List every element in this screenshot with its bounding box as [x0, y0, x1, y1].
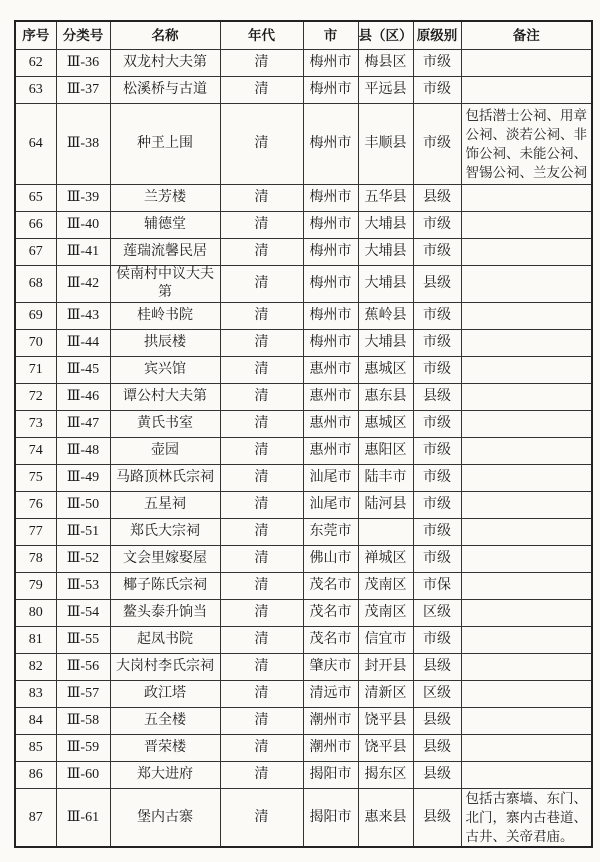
cell-remarks: [461, 239, 592, 266]
cell-serial-no: 81: [15, 627, 56, 654]
table-row: [15, 573, 592, 600]
cell-remarks: 包括潜士公祠、用章公祠、淡若公祠、非饰公祠、未能公祠、智锡公祠、兰友公祠: [461, 104, 592, 185]
cell-remarks: [461, 185, 592, 212]
cell-site-name: 政江塔: [110, 681, 220, 708]
cell-remarks: [461, 546, 592, 573]
cell-site-name: 桂岭书院: [110, 303, 220, 330]
cell-original-level: 县级: [413, 185, 461, 212]
cell-original-level: 县级: [413, 266, 461, 303]
header-era: 年代: [220, 21, 303, 50]
cell-city: 潮州市: [303, 708, 358, 735]
cell-original-level: 市级: [413, 50, 461, 77]
cell-remarks: [461, 465, 592, 492]
cell-city: 惠州市: [303, 438, 358, 465]
cell-site-name: 双龙村大夫第: [110, 50, 220, 77]
cell-site-name: 五全楼: [110, 708, 220, 735]
cell-city: 梅州市: [303, 212, 358, 239]
table-row: [15, 627, 592, 654]
cell-era: 清: [220, 654, 303, 681]
cell-serial-no: 62: [15, 50, 56, 77]
cell-city: 惠州市: [303, 384, 358, 411]
cell-city: 茂名市: [303, 627, 358, 654]
cell-county-district: 五华县: [358, 185, 413, 212]
cell-site-name: 兰芳楼: [110, 185, 220, 212]
cell-serial-no: 83: [15, 681, 56, 708]
cell-original-level: 市级: [413, 546, 461, 573]
cell-category-code: Ⅲ-45: [56, 357, 110, 384]
table-row: [15, 762, 592, 789]
cell-category-code: Ⅲ-56: [56, 654, 110, 681]
cell-era: 清: [220, 762, 303, 789]
cell-serial-no: 71: [15, 357, 56, 384]
cell-era: 清: [220, 266, 303, 303]
cell-serial-no: 64: [15, 104, 56, 185]
table-row: [15, 708, 592, 735]
table-row: [15, 546, 592, 573]
cell-site-name: 辅德堂: [110, 212, 220, 239]
cell-site-name: 松溪桥与古道: [110, 77, 220, 104]
cell-county-district: [358, 519, 413, 546]
cell-original-level: 市级: [413, 330, 461, 357]
cell-category-code: Ⅲ-49: [56, 465, 110, 492]
cell-site-name: 郑氏大宗祠: [110, 519, 220, 546]
table-row: [15, 384, 592, 411]
cell-remarks: [461, 762, 592, 789]
table-row: [15, 77, 592, 104]
cell-serial-no: 77: [15, 519, 56, 546]
table-row: [15, 411, 592, 438]
cell-serial-no: 73: [15, 411, 56, 438]
cell-site-name: 莲瑞流馨民居: [110, 239, 220, 266]
cell-remarks: [461, 77, 592, 104]
cell-county-district: 饶平县: [358, 708, 413, 735]
table-row: [15, 681, 592, 708]
cell-county-district: 梅县区: [358, 50, 413, 77]
cell-era: 清: [220, 239, 303, 266]
cell-city: 清远市: [303, 681, 358, 708]
cell-category-code: Ⅲ-44: [56, 330, 110, 357]
cell-serial-no: 72: [15, 384, 56, 411]
cell-site-name: 椰子陈氏宗祠: [110, 573, 220, 600]
table-row: [15, 330, 592, 357]
cell-era: 清: [220, 465, 303, 492]
cell-category-code: Ⅲ-47: [56, 411, 110, 438]
cell-category-code: Ⅲ-43: [56, 303, 110, 330]
cell-county-district: 陆河县: [358, 492, 413, 519]
cell-era: 清: [220, 212, 303, 239]
cell-county-district: 惠城区: [358, 357, 413, 384]
cell-city: 佛山市: [303, 546, 358, 573]
cell-remarks: [461, 492, 592, 519]
cell-site-name: 拱辰楼: [110, 330, 220, 357]
cell-original-level: 市级: [413, 357, 461, 384]
cell-era: 清: [220, 104, 303, 185]
cell-serial-no: 80: [15, 600, 56, 627]
cell-site-name: 郑大进府: [110, 762, 220, 789]
cell-county-district: 封开县: [358, 654, 413, 681]
cell-site-name: 起凤书院: [110, 627, 220, 654]
cell-category-code: Ⅲ-39: [56, 185, 110, 212]
cell-category-code: Ⅲ-53: [56, 573, 110, 600]
cell-remarks: [461, 411, 592, 438]
cell-city: 梅州市: [303, 303, 358, 330]
table-row: [15, 104, 592, 185]
cell-city: 茂名市: [303, 573, 358, 600]
cell-site-name: 马路顶林氏宗祠: [110, 465, 220, 492]
cell-site-name: 谭公村大夫第: [110, 384, 220, 411]
cell-era: 清: [220, 708, 303, 735]
cell-remarks: [461, 266, 592, 303]
table-row: [15, 438, 592, 465]
cell-remarks: [461, 681, 592, 708]
cell-category-code: Ⅲ-48: [56, 438, 110, 465]
cell-era: 清: [220, 600, 303, 627]
cell-city: 汕尾市: [303, 492, 358, 519]
cell-site-name: 大岗村李氏宗祠: [110, 654, 220, 681]
header-city: 市: [303, 21, 358, 50]
cell-serial-no: 63: [15, 77, 56, 104]
cell-county-district: 蕉岭县: [358, 303, 413, 330]
cell-serial-no: 86: [15, 762, 56, 789]
cell-serial-no: 67: [15, 239, 56, 266]
cell-city: 茂名市: [303, 600, 358, 627]
header-remarks: 备注: [461, 21, 592, 50]
cell-county-district: 惠来县: [358, 789, 413, 848]
cell-category-code: Ⅲ-57: [56, 681, 110, 708]
cell-city: 惠州市: [303, 357, 358, 384]
cell-original-level: 市级: [413, 212, 461, 239]
cell-era: 清: [220, 411, 303, 438]
cell-original-level: 县级: [413, 384, 461, 411]
cell-site-name: 侯南村中议大夫第: [110, 266, 220, 303]
cell-county-district: 大埔县: [358, 266, 413, 303]
table-row: [15, 465, 592, 492]
cell-remarks: [461, 573, 592, 600]
cell-site-name: 堡内古寨: [110, 789, 220, 848]
table-row: [15, 239, 592, 266]
table-row: [15, 735, 592, 762]
cell-city: 肇庆市: [303, 654, 358, 681]
cell-site-name: 鳌头泰升饷当: [110, 600, 220, 627]
cell-original-level: 市级: [413, 303, 461, 330]
cell-remarks: [461, 50, 592, 77]
cell-category-code: Ⅲ-37: [56, 77, 110, 104]
cell-remarks: [461, 627, 592, 654]
cell-county-district: 禅城区: [358, 546, 413, 573]
cell-county-district: 平远县: [358, 77, 413, 104]
cell-remarks: [461, 600, 592, 627]
cell-remarks: [461, 384, 592, 411]
cell-era: 清: [220, 384, 303, 411]
cell-serial-no: 65: [15, 185, 56, 212]
cell-city: 梅州市: [303, 77, 358, 104]
cell-category-code: Ⅲ-36: [56, 50, 110, 77]
cell-site-name: 晋荣楼: [110, 735, 220, 762]
table-row: [15, 789, 592, 848]
cell-remarks: [461, 330, 592, 357]
cell-county-district: 饶平县: [358, 735, 413, 762]
cell-era: 清: [220, 735, 303, 762]
cell-original-level: 县级: [413, 789, 461, 848]
table-row: [15, 654, 592, 681]
table-row: [15, 492, 592, 519]
cell-county-district: 信宜市: [358, 627, 413, 654]
cell-remarks: [461, 357, 592, 384]
header-serial-no: 序号: [15, 21, 56, 50]
cell-site-name: 宾兴馆: [110, 357, 220, 384]
cell-remarks: [461, 519, 592, 546]
cell-category-code: Ⅲ-41: [56, 239, 110, 266]
cell-era: 清: [220, 789, 303, 848]
cell-remarks: [461, 303, 592, 330]
cell-era: 清: [220, 519, 303, 546]
cell-serial-no: 68: [15, 266, 56, 303]
cell-serial-no: 70: [15, 330, 56, 357]
cell-original-level: 县级: [413, 708, 461, 735]
header-original-level: 原级别: [413, 21, 461, 50]
cell-category-code: Ⅲ-40: [56, 212, 110, 239]
table-row: [15, 357, 592, 384]
cell-category-code: Ⅲ-58: [56, 708, 110, 735]
table-row: [15, 519, 592, 546]
table-row: [15, 266, 592, 303]
cell-site-name: 种玊上围: [110, 104, 220, 185]
cell-site-name: 五星祠: [110, 492, 220, 519]
cell-category-code: Ⅲ-54: [56, 600, 110, 627]
cell-site-name: 壶园: [110, 438, 220, 465]
cell-serial-no: 66: [15, 212, 56, 239]
cell-era: 清: [220, 357, 303, 384]
cell-serial-no: 82: [15, 654, 56, 681]
cell-category-code: Ⅲ-51: [56, 519, 110, 546]
cell-county-district: 丰顺县: [358, 104, 413, 185]
cell-original-level: 市级: [413, 239, 461, 266]
cell-serial-no: 78: [15, 546, 56, 573]
cell-original-level: 市级: [413, 104, 461, 185]
cell-city: 惠州市: [303, 411, 358, 438]
cell-original-level: 县级: [413, 654, 461, 681]
cell-category-code: Ⅲ-50: [56, 492, 110, 519]
cell-serial-no: 87: [15, 789, 56, 848]
cell-county-district: 大埔县: [358, 212, 413, 239]
cell-county-district: 清新区: [358, 681, 413, 708]
cell-county-district: 大埔县: [358, 330, 413, 357]
cell-category-code: Ⅲ-59: [56, 735, 110, 762]
table-row: [15, 600, 592, 627]
cell-era: 清: [220, 492, 303, 519]
cell-serial-no: 69: [15, 303, 56, 330]
cell-serial-no: 84: [15, 708, 56, 735]
cell-remarks: [461, 212, 592, 239]
cell-county-district: 茂南区: [358, 600, 413, 627]
cell-city: 揭阳市: [303, 762, 358, 789]
cell-original-level: 区级: [413, 600, 461, 627]
header-site-name: 名称: [110, 21, 220, 50]
cell-original-level: 县级: [413, 762, 461, 789]
cell-remarks: [461, 708, 592, 735]
cell-remarks: [461, 735, 592, 762]
cell-county-district: 大埔县: [358, 239, 413, 266]
cell-original-level: 市级: [413, 492, 461, 519]
cell-city: 梅州市: [303, 104, 358, 185]
table-row: [15, 212, 592, 239]
cell-remarks: [461, 654, 592, 681]
cell-city: 揭阳市: [303, 789, 358, 848]
cell-original-level: 区级: [413, 681, 461, 708]
cell-site-name: 黄氏书室: [110, 411, 220, 438]
cell-remarks: 包括古寨墙、东门、北门，寨内古巷道、古井、关帝君庙。: [461, 789, 592, 848]
cell-serial-no: 79: [15, 573, 56, 600]
cell-serial-no: 85: [15, 735, 56, 762]
cell-original-level: 市级: [413, 77, 461, 104]
table-row: [15, 50, 592, 77]
cell-category-code: Ⅲ-42: [56, 266, 110, 303]
header-category-code: 分类号: [56, 21, 110, 50]
cell-site-name: 文会里嫁娶屋: [110, 546, 220, 573]
cell-era: 清: [220, 546, 303, 573]
cell-city: 潮州市: [303, 735, 358, 762]
cell-county-district: 惠城区: [358, 411, 413, 438]
cell-era: 清: [220, 77, 303, 104]
cell-era: 清: [220, 303, 303, 330]
cell-original-level: 市级: [413, 519, 461, 546]
cell-category-code: Ⅲ-46: [56, 384, 110, 411]
cell-category-code: Ⅲ-55: [56, 627, 110, 654]
cell-category-code: Ⅲ-60: [56, 762, 110, 789]
cell-era: 清: [220, 627, 303, 654]
cell-era: 清: [220, 438, 303, 465]
cell-era: 清: [220, 50, 303, 77]
cell-category-code: Ⅲ-52: [56, 546, 110, 573]
cell-city: 东莞市: [303, 519, 358, 546]
cell-era: 清: [220, 185, 303, 212]
cell-county-district: 揭东区: [358, 762, 413, 789]
cell-original-level: 市级: [413, 627, 461, 654]
table-row: [15, 303, 592, 330]
cell-category-code: Ⅲ-61: [56, 789, 110, 848]
cell-city: 梅州市: [303, 266, 358, 303]
cell-original-level: 市级: [413, 465, 461, 492]
cell-original-level: 县级: [413, 735, 461, 762]
cell-era: 清: [220, 573, 303, 600]
cell-serial-no: 75: [15, 465, 56, 492]
cell-city: 梅州市: [303, 50, 358, 77]
cell-era: 清: [220, 330, 303, 357]
heritage-list-table: [14, 20, 593, 848]
cell-city: 梅州市: [303, 185, 358, 212]
header-county-district: 县（区）: [358, 21, 413, 50]
table-header-row: [15, 21, 592, 50]
cell-city: 汕尾市: [303, 465, 358, 492]
cell-remarks: [461, 438, 592, 465]
cell-era: 清: [220, 681, 303, 708]
cell-county-district: 惠阳区: [358, 438, 413, 465]
cell-city: 梅州市: [303, 330, 358, 357]
cell-county-district: 陆丰市: [358, 465, 413, 492]
cell-serial-no: 76: [15, 492, 56, 519]
cell-serial-no: 74: [15, 438, 56, 465]
cell-county-district: 茂南区: [358, 573, 413, 600]
cell-original-level: 市级: [413, 411, 461, 438]
cell-original-level: 市保: [413, 573, 461, 600]
cell-county-district: 惠东县: [358, 384, 413, 411]
cell-city: 梅州市: [303, 239, 358, 266]
cell-original-level: 市级: [413, 438, 461, 465]
cell-category-code: Ⅲ-38: [56, 104, 110, 185]
table-row: [15, 185, 592, 212]
